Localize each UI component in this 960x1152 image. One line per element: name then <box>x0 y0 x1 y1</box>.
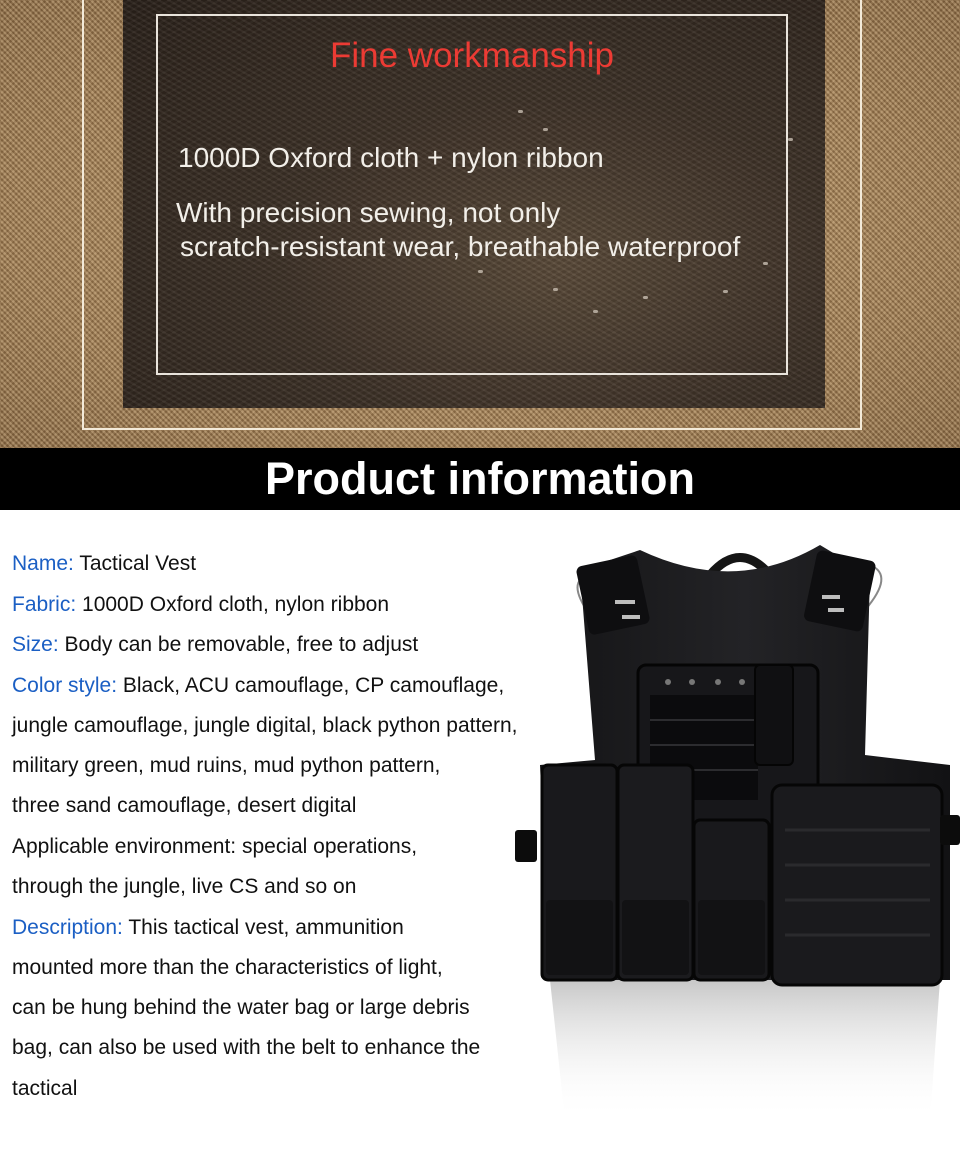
info-name-row <box>12 552 196 576</box>
description-line-4: bag, can also be used with the belt to enhance the <box>12 1036 481 1059</box>
environment-line-1: Applicable environment: special operations, <box>12 835 418 858</box>
color-value: Black, ACU camouflage, CP camouflage, <box>117 674 505 697</box>
name-label: Name: <box>12 552 74 575</box>
banner-title: Fine workmanship <box>330 36 614 75</box>
fabric-label: Fabric: <box>12 593 77 616</box>
color-line-4: three sand camouflage, desert digital <box>12 794 357 817</box>
description-label: Description: <box>12 916 123 939</box>
banner-feature-text-1: With precision sewing, not only <box>176 197 561 228</box>
description-line-5: tactical <box>12 1077 78 1100</box>
color-line-3: military green, mud ruins, mud python pattern, <box>12 754 441 777</box>
size-value: Body can be removable, free to adjust <box>58 633 419 656</box>
info-color-row <box>12 674 504 698</box>
info-size-row <box>12 633 418 657</box>
color-line-2: jungle camouflage, jungle digital, black python pattern, <box>12 714 518 737</box>
environment-line-2: through the jungle, live CS and so on <box>12 875 357 898</box>
fabric-value: 1000D Oxford cloth, nylon ribbon <box>76 593 390 616</box>
tactical-vest-image <box>510 520 960 1140</box>
description-line-2: mounted more than the characteristics of light, <box>12 956 443 979</box>
name-value: Tactical Vest <box>73 552 197 575</box>
color-label: Color style: <box>12 674 118 697</box>
banner-material-text: 1000D Oxford cloth + nylon ribbon <box>178 142 604 173</box>
size-label: Size: <box>12 633 59 656</box>
info-fabric-row <box>12 593 389 617</box>
section-title: Product information <box>265 453 695 504</box>
description-value: This tactical vest, ammunition <box>122 916 404 939</box>
banner-feature-text-2: scratch-resistant wear, breathable waterproof <box>180 231 741 262</box>
description-line-3: can be hung behind the water bag or large debris <box>12 996 470 1019</box>
info-description-row <box>12 916 404 940</box>
